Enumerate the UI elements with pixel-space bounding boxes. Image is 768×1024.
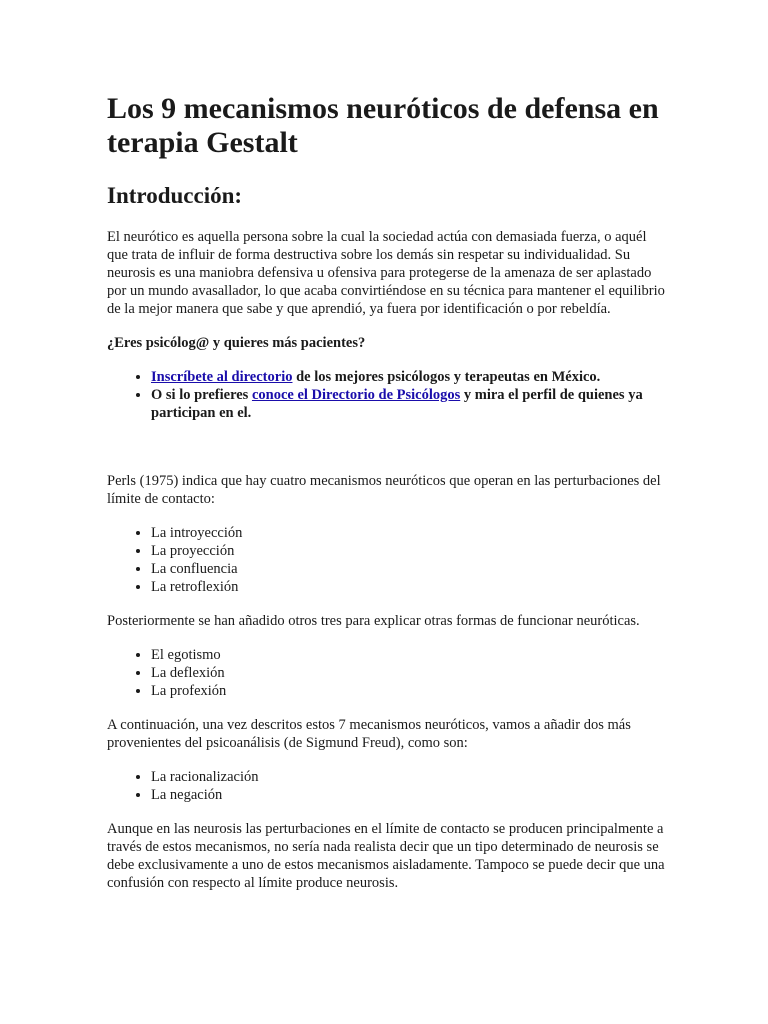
promo-list [107,368,667,422]
mechanisms-list-1 [107,524,667,596]
promo-item-directory-pre: O si lo prefieres [151,387,252,403]
list-item: • La retroflexión [151,578,667,596]
list-item: • La proyección [151,542,667,560]
intro-heading: Introducción: [107,183,243,208]
psychologists-directory-link[interactable]: conoce el Directorio de Psicólogos [251,387,461,403]
intro-paragraph: El neurótico es aquella persona sobre la cual la sociedad actúa con demasiada fuerza, o aquél que trata de influir de forma destructiva sobre los demás sin respetar su individualidad. Su neurosis es una maniobra defensiva u ofensiva para protegerse de la amenaza de ser aplastado por un mundo avasallador, lo que acaba convirtiéndose en su técnica para mantener el equilibrio de la mejor manera que sabe y que aprendió, ya fuera por identificación o por rebeldía. [107,229,665,317]
freud-paragraph: A continuación, una vez descritos estos 7 mecanismos neuróticos, vamos a añadir dos más provenientes del psicoanálisis (de Sigmund Freud), como son: [107,717,631,751]
promo-item-directory-text: y mira el perfil de quienes ya participan en el. [151,387,643,421]
list-item: • El egotismo [151,646,667,664]
list-item: • La profexión [151,682,667,700]
page-title: Los 9 mecanismos neuróticos de defensa en terapia Gestalt [107,92,659,159]
spacer [107,438,667,472]
closing-paragraph: Aunque en las neurosis las perturbaciones en el límite de contacto se producen principalmente a través de estos mecanismos, no sería nada realista decir que un tipo determinado de neurosis se debe exclusivamente a uno de estos mecanismos aisladamente. Tampoco se puede decir que una confusión con respecto al límite produce neurosis. [107,821,665,891]
list-item: • La deflexión [151,664,667,682]
list-item: • La negación [151,786,667,804]
list-item: • La introyección [151,524,667,542]
promo-item-register [151,368,667,386]
list-item: • La racionalización [151,768,667,786]
added-paragraph: Posteriormente se han añadido otros tres para explicar otras formas de funcionar neuróticas. [107,613,640,629]
mechanisms-list-2 [107,646,667,700]
promo-item-register-text: de los mejores psicólogos y terapeutas en México. [292,369,601,385]
register-directory-link[interactable]: Inscríbete al directorio [151,369,293,385]
promo-item-directory [151,386,667,422]
mechanisms-list-3 [107,768,667,804]
document-page [107,92,667,908]
perls-paragraph: Perls (1975) indica que hay cuatro mecanismos neuróticos que operan en las perturbaciones del límite de contacto: [107,473,661,507]
promo-question: ¿Eres psicólog@ y quieres más pacientes? [107,335,366,351]
list-item: • La confluencia [151,560,667,578]
